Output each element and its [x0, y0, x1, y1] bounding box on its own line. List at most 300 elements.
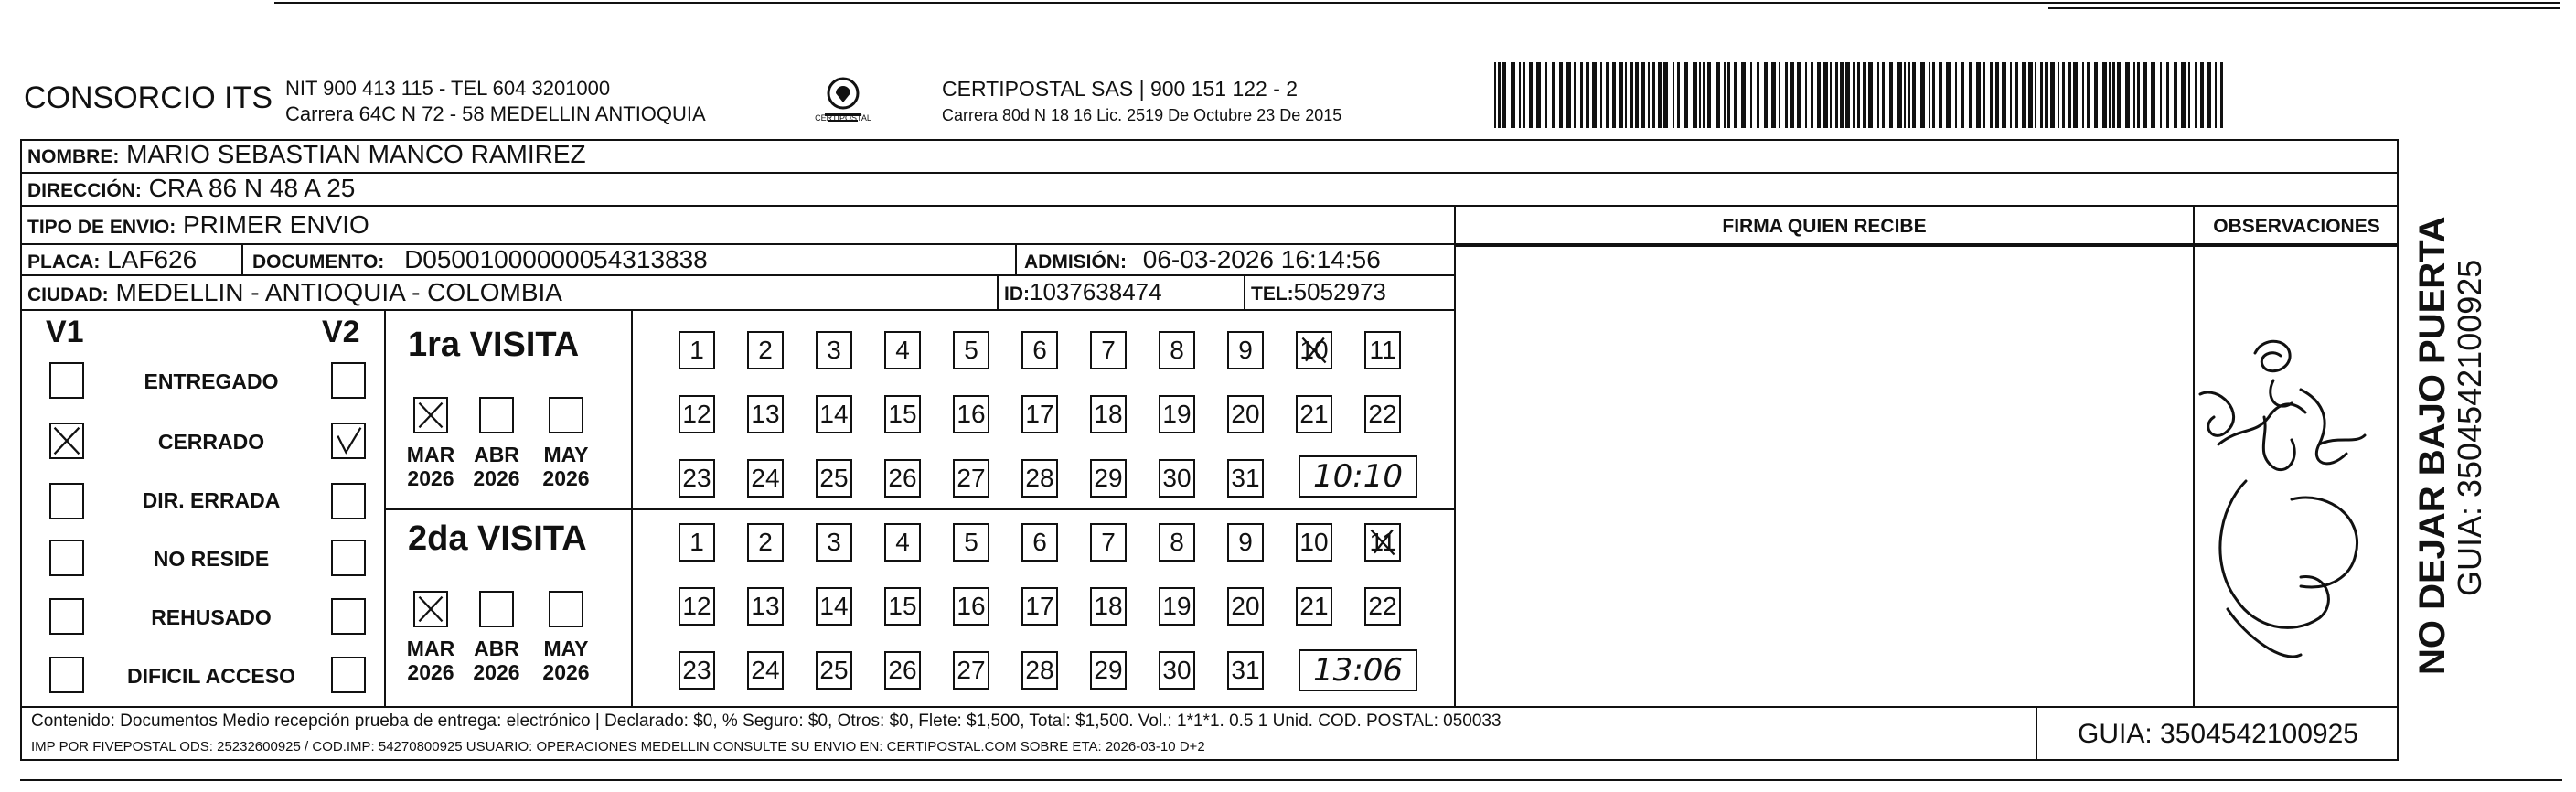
- barcode-bar: [1523, 62, 1525, 128]
- barcode: [1494, 62, 2226, 128]
- day-number: 7: [1101, 336, 1116, 364]
- day-number: 1: [689, 336, 704, 364]
- barcode-bar: [2015, 62, 2018, 128]
- visit1-day-box[interactable]: [679, 459, 715, 498]
- visit2-day-box[interactable]: [1021, 587, 1058, 626]
- day-number: 3: [827, 528, 841, 556]
- visit2-day-box[interactable]: [747, 587, 784, 626]
- month-year: 2026: [407, 466, 454, 490]
- visit2-day-box[interactable]: [1021, 523, 1058, 562]
- status-option-label: NO RESIDE: [153, 547, 270, 571]
- day-number: 12: [682, 592, 711, 620]
- visit1-day-box[interactable]: [1364, 395, 1401, 433]
- barcode-bar: [2068, 62, 2071, 128]
- v1-checkbox[interactable]: [49, 657, 84, 693]
- visit2-day-box[interactable]: [816, 523, 852, 562]
- barcode-bar: [1912, 62, 1916, 128]
- company-address: Carrera 64C N 72 - 58 MEDELLIN ANTIOQUIA: [285, 102, 706, 125]
- visit2-day-box[interactable]: [747, 523, 784, 562]
- barcode-bar: [2045, 62, 2048, 128]
- barcode-bar: [1703, 62, 1705, 128]
- month-year: 2026: [473, 660, 520, 684]
- barcode-bar: [1625, 62, 1627, 128]
- day-number: 30: [1162, 656, 1192, 684]
- barcode-bar: [2109, 62, 2111, 128]
- status-option-label: DIR. ERRADA: [142, 488, 281, 512]
- barcode-bar: [1580, 62, 1583, 128]
- day-number: 25: [819, 464, 849, 492]
- day-number: 5: [964, 336, 978, 364]
- tipo-envio-label: TIPO DE ENVIO:: [27, 217, 176, 238]
- barcode-bar: [1853, 62, 1855, 128]
- visit1-day-box[interactable]: [1159, 459, 1195, 498]
- barcode-bar: [2010, 62, 2012, 128]
- visit2-time-box[interactable]: [1299, 649, 1417, 691]
- day-number: 21: [1299, 400, 1329, 428]
- visit1-day-box[interactable]: [1364, 331, 1401, 369]
- barcode-bar: [1677, 62, 1680, 128]
- day-number: 5: [964, 528, 978, 556]
- day-number: 12: [682, 400, 711, 428]
- barcode-bar: [2028, 62, 2033, 128]
- visit2-day-box[interactable]: [1090, 523, 1127, 562]
- day-number: 30: [1162, 464, 1192, 492]
- visit1-day-box[interactable]: [884, 459, 921, 498]
- barcode-bar: [1559, 62, 1563, 128]
- barcode-bar: [2082, 62, 2084, 128]
- v2-checkbox[interactable]: [331, 423, 366, 459]
- barcode-bar: [1995, 62, 1999, 128]
- barcode-bar: [2200, 62, 2204, 128]
- visit1-month-label: [402, 443, 459, 490]
- month-year: 2026: [473, 466, 520, 490]
- barcode-bar: [1969, 62, 1972, 128]
- visit2-day-box[interactable]: [1227, 523, 1264, 562]
- visit1-time-box[interactable]: [1299, 455, 1417, 498]
- barcode-bar: [1734, 62, 1737, 128]
- v1-checkbox[interactable]: [49, 483, 84, 519]
- day-number: 16: [957, 400, 986, 428]
- day-number: 25: [819, 656, 849, 684]
- barcode-bar: [2112, 62, 2115, 128]
- row-divider: [20, 274, 1456, 276]
- barcode-bar: [1779, 62, 1780, 128]
- barcode-bar: [1716, 62, 1720, 128]
- day-number: 26: [888, 656, 917, 684]
- barcode-bar: [1939, 62, 1942, 128]
- v1-checkbox[interactable]: [49, 423, 84, 459]
- barcode-bar: [1961, 62, 1964, 128]
- barcode-bar: [2220, 62, 2223, 128]
- nombre-value: MARIO SEBASTIAN MANCO RAMIREZ: [126, 140, 586, 168]
- status-option-label: DIFICIL ACCESO: [126, 664, 295, 688]
- barcode-bar: [1897, 62, 1902, 128]
- day-number: 14: [819, 592, 849, 620]
- day-number: 19: [1162, 400, 1192, 428]
- barcode-bar: [1707, 62, 1711, 128]
- day-number: 15: [888, 592, 917, 620]
- visit1-day-box[interactable]: [679, 395, 715, 433]
- visit2-day-box[interactable]: [953, 651, 989, 690]
- col-divider: [1015, 245, 1017, 274]
- day-number: 14: [819, 400, 849, 428]
- v1-header: V1: [46, 315, 84, 349]
- recipient-signature: [2191, 316, 2383, 682]
- visit2-day-box[interactable]: [679, 651, 715, 690]
- visit2-day-box[interactable]: [884, 651, 921, 690]
- barcode-bar: [1658, 62, 1662, 128]
- month-year: 2026: [407, 660, 454, 684]
- barcode-bar: [1920, 62, 1925, 128]
- visit2-day-box[interactable]: [1159, 587, 1195, 626]
- status-option-label: CERRADO: [157, 430, 265, 454]
- barcode-bar: [1932, 62, 1935, 128]
- v2-checkbox[interactable]: [331, 598, 366, 635]
- barcode-bar: [1741, 62, 1746, 128]
- contenido-text: Contenido: Documentos Medio recepción prueba de entrega: electrónico | Declarado: $0, % Seguro: $0, Otros: $0, Flete: $1,500, Total: $1,500. Vol.: 1*1*1. 0.5 1 Unid. COD. POSTAL: 050033: [31, 712, 1502, 731]
- day-number: 15: [888, 400, 917, 428]
- company-name: CONSORCIO ITS: [24, 80, 273, 115]
- visit1-day-box[interactable]: [747, 395, 784, 433]
- day-number: 23: [682, 464, 711, 492]
- day-number: 11: [1369, 528, 1396, 556]
- visit2-day-box[interactable]: [1090, 587, 1127, 626]
- barcode-bar: [1790, 62, 1794, 128]
- barcode-bar: [1976, 62, 1981, 128]
- barcode-bar: [2050, 62, 2055, 128]
- barcode-bar: [1684, 62, 1688, 128]
- day-number: 26: [888, 464, 917, 492]
- row-divider: [20, 309, 1456, 311]
- v1-checkbox[interactable]: [49, 598, 84, 635]
- direccion-label: DIRECCIÓN:: [27, 180, 142, 201]
- v2-header: V2: [322, 315, 360, 349]
- day-number: 1: [689, 528, 704, 556]
- barcode-bar: [1983, 62, 1985, 128]
- visit2-day-box[interactable]: [884, 523, 921, 562]
- visit2-day-box[interactable]: [1090, 651, 1127, 690]
- barcode-bar: [1619, 62, 1623, 128]
- imp-text: IMP POR FIVEPOSTAL ODS: 25232600925 / COD.IMP: 54270800925 USUARIO: OPERACIONES MEDELLIN CONSULTE SU ENVIO EN: CERTIPOSTAL.COM SOBRE ETA: 2026-03-10 D+2: [31, 739, 1205, 755]
- ciudad-label: CIUDAD:: [27, 284, 109, 305]
- visit1-month-checkbox[interactable]: [479, 397, 514, 433]
- barcode-bar: [1529, 62, 1533, 128]
- placa-value: LAF626: [107, 245, 198, 273]
- visit1-month-checkbox[interactable]: [549, 397, 583, 433]
- visit2-month-checkbox[interactable]: [479, 591, 514, 627]
- day-number: 2: [758, 528, 773, 556]
- barcode-bar: [2035, 62, 2036, 128]
- barcode-bar: [1727, 62, 1730, 128]
- day-number: 19: [1162, 592, 1192, 620]
- day-number: 18: [1094, 400, 1123, 428]
- month-name: ABR: [474, 637, 519, 660]
- documento-value: D05001000000054313838: [404, 245, 708, 273]
- visit1-day-box[interactable]: [816, 395, 852, 433]
- visit2-day-box[interactable]: [953, 523, 989, 562]
- visit2-day-box[interactable]: [1364, 523, 1401, 562]
- admision-label: ADMISIÓN:: [1024, 252, 1127, 273]
- barcode-bar: [2040, 62, 2043, 128]
- barcode-bar: [1600, 62, 1602, 128]
- visit1-month-checkbox[interactable]: [413, 397, 448, 433]
- visit2-day-box[interactable]: [1159, 651, 1195, 690]
- day-number: 4: [895, 528, 910, 556]
- day-number: 27: [957, 464, 986, 492]
- day-number: 29: [1094, 656, 1123, 684]
- visit2-month-checkbox[interactable]: [413, 591, 448, 627]
- visit2-month-label: [538, 637, 594, 684]
- direccion-value: CRA 86 N 48 A 25: [148, 174, 356, 202]
- visit1-day-box[interactable]: [1227, 331, 1264, 369]
- visit1-day-box[interactable]: [1090, 331, 1127, 369]
- barcode-bar: [1552, 62, 1555, 128]
- barcode-bar: [1574, 62, 1576, 128]
- visit2-time: 13:06: [1313, 652, 1403, 689]
- barcode-bar: [2002, 62, 2006, 128]
- direccion-row: [27, 174, 355, 203]
- visit1-day-box[interactable]: [1021, 459, 1058, 498]
- barcode-bar: [1889, 62, 1893, 128]
- visit2-day-box[interactable]: [884, 587, 921, 626]
- visit1-day-box[interactable]: [816, 459, 852, 498]
- day-number: 4: [895, 336, 910, 364]
- barcode-bar: [1863, 62, 1866, 128]
- barcode-bar: [2058, 62, 2059, 128]
- day-number: 9: [1238, 336, 1253, 364]
- visit2-day-box[interactable]: [1364, 587, 1401, 626]
- tel-value: 5052973: [1293, 278, 1386, 305]
- barcode-bar: [1955, 62, 1957, 128]
- visit1-day-box[interactable]: [1090, 395, 1127, 433]
- barcode-bar: [1612, 62, 1616, 128]
- visit2-day-box[interactable]: [816, 587, 852, 626]
- barcode-bar: [1750, 62, 1752, 128]
- visit2-month-label: [402, 637, 459, 684]
- barcode-bar: [1536, 62, 1541, 128]
- day-number: 17: [1025, 400, 1054, 428]
- visit1-day-box[interactable]: [1296, 395, 1332, 433]
- v2-checkbox[interactable]: [331, 657, 366, 693]
- barcode-bar: [1652, 62, 1655, 128]
- visit2-day-box[interactable]: [1296, 523, 1332, 562]
- month-name: ABR: [474, 443, 519, 466]
- day-number: 10: [1299, 528, 1329, 556]
- visit1-day-box[interactable]: [1296, 331, 1332, 369]
- visit1-day-box[interactable]: [1227, 459, 1264, 498]
- day-number: 27: [957, 656, 986, 684]
- scan-edge-line: [20, 779, 2562, 781]
- visit1-day-box[interactable]: [1090, 459, 1127, 498]
- barcode-bar: [1498, 62, 1501, 128]
- month-name: MAR: [406, 443, 455, 466]
- visit1-day-box[interactable]: [1021, 331, 1058, 369]
- col-divider: [997, 276, 999, 309]
- visit1-day-box[interactable]: [747, 331, 784, 369]
- barcode-bar: [2117, 62, 2121, 128]
- day-number: 10: [1299, 336, 1329, 364]
- barcode-bar: [1908, 62, 1910, 128]
- visit2-month-checkbox[interactable]: [549, 591, 583, 627]
- barcode-bar: [1519, 62, 1521, 128]
- barcode-bar: [1502, 62, 1506, 128]
- barcode-bar: [2188, 62, 2190, 128]
- barcode-bar: [2022, 62, 2026, 128]
- barcode-bar: [1635, 62, 1639, 128]
- side-guia: GUIA: 3504542100925: [2451, 259, 2488, 596]
- visit1-day-box[interactable]: [816, 331, 852, 369]
- day-number: 23: [682, 656, 711, 684]
- placa-cell: [27, 245, 197, 274]
- barcode-bar: [1494, 62, 1496, 128]
- row-divider: [384, 508, 1454, 510]
- visit2-day-box[interactable]: [953, 587, 989, 626]
- day-number: 17: [1025, 592, 1054, 620]
- day-number: 31: [1231, 656, 1260, 684]
- visit1-day-box[interactable]: [747, 459, 784, 498]
- tel-label: TEL:: [1251, 284, 1294, 305]
- ciudad-value: MEDELLIN - ANTIOQUIA - COLOMBIA: [115, 278, 562, 306]
- barcode-bar: [1586, 62, 1589, 128]
- tipo-envio-row: [27, 210, 369, 240]
- barcode-bar: [1797, 62, 1801, 128]
- barcode-bar: [1877, 62, 1879, 128]
- day-number: 28: [1025, 464, 1054, 492]
- visit1-day-box[interactable]: [953, 331, 989, 369]
- month-year: 2026: [542, 466, 590, 490]
- barcode-bar: [1830, 62, 1832, 128]
- barcode-bar: [2137, 62, 2140, 128]
- company-nit: NIT 900 413 115 - TEL 604 3201000: [285, 77, 611, 100]
- day-number: 11: [1369, 336, 1396, 364]
- row-divider: [20, 205, 2399, 207]
- visit1-day-box[interactable]: [1021, 395, 1058, 433]
- visit2-day-box[interactable]: [1227, 587, 1264, 626]
- day-number: 2: [758, 336, 773, 364]
- barcode-bar: [1764, 62, 1768, 128]
- visit2-day-box[interactable]: [1159, 523, 1195, 562]
- carrier-address: Carrera 80d N 18 16 Lic. 2519 De Octubre 23 De 2015: [942, 106, 1342, 124]
- observaciones-header: OBSERVACIONES: [2213, 216, 2380, 237]
- barcode-bar: [1840, 62, 1844, 128]
- barcode-bar: [1946, 62, 1951, 128]
- status-option-label: ENTREGADO: [144, 369, 279, 393]
- day-number: 9: [1238, 528, 1253, 556]
- visit1-day-box[interactable]: [1227, 395, 1264, 433]
- barcode-bar: [2215, 62, 2217, 128]
- admision-value: 06-03-2026 16:14:56: [1142, 245, 1381, 273]
- barcode-bar: [1757, 62, 1759, 128]
- day-mark: [1298, 333, 1331, 368]
- row-divider: [1456, 245, 2399, 247]
- day-number: 3: [827, 336, 841, 364]
- tel-cell: [1251, 278, 1386, 306]
- visit2-day-box[interactable]: [1021, 651, 1058, 690]
- visit1-title: 1ra VISITA: [408, 326, 580, 364]
- day-number: 24: [751, 464, 780, 492]
- day-number: 24: [751, 656, 780, 684]
- barcode-bar: [2062, 62, 2065, 128]
- day-number: 6: [1032, 336, 1047, 364]
- visit2-day-box[interactable]: [679, 523, 715, 562]
- barcode-bar: [1511, 62, 1515, 128]
- day-number: 18: [1094, 592, 1123, 620]
- barcode-bar: [2102, 62, 2107, 128]
- firma-header: FIRMA QUIEN RECIBE: [1722, 216, 1927, 237]
- barcode-bar: [1845, 62, 1850, 128]
- visit2-day-box[interactable]: [747, 651, 784, 690]
- barcode-bar: [1606, 62, 1609, 128]
- visit1-day-box[interactable]: [1159, 395, 1195, 433]
- v2-checkbox[interactable]: [331, 540, 366, 576]
- barcode-bar: [1805, 62, 1807, 128]
- visit2-day-box[interactable]: [816, 651, 852, 690]
- nombre-row: [27, 140, 586, 169]
- month-year: 2026: [542, 660, 590, 684]
- day-number: 8: [1170, 528, 1184, 556]
- visit2-day-box[interactable]: [1227, 651, 1264, 690]
- day-number: 7: [1101, 528, 1116, 556]
- barcode-bar: [1882, 62, 1885, 128]
- barcode-bar: [2207, 62, 2211, 128]
- col-divider: [241, 245, 243, 274]
- barcode-bar: [1641, 62, 1645, 128]
- day-number: 21: [1299, 592, 1329, 620]
- barcode-bar: [2160, 62, 2162, 128]
- barcode-bar: [2094, 62, 2098, 128]
- visit2-day-box[interactable]: [679, 587, 715, 626]
- visit1-day-box[interactable]: [953, 459, 989, 498]
- visit1-month-label: [468, 443, 525, 490]
- barcode-bar: [1868, 62, 1873, 128]
- barcode-bar: [1724, 62, 1726, 128]
- row-divider: [20, 172, 2399, 174]
- day-number: 20: [1231, 400, 1260, 428]
- visit2-title: 2da VISITA: [408, 519, 587, 558]
- ciudad-cell: [27, 278, 562, 307]
- visit1-day-box[interactable]: [1159, 331, 1195, 369]
- barcode-bar: [2151, 62, 2155, 128]
- visit1-day-box[interactable]: [953, 395, 989, 433]
- visit1-time: 10:10: [1313, 458, 1403, 495]
- v1-checkbox[interactable]: [49, 540, 84, 576]
- visit1-day-box[interactable]: [884, 331, 921, 369]
- day-number: 8: [1170, 336, 1184, 364]
- day-number: 13: [751, 592, 780, 620]
- barcode-bar: [1648, 62, 1650, 128]
- barcode-bar: [2073, 62, 2078, 128]
- barcode-bar: [2133, 62, 2135, 128]
- carrier-nit: CERTIPOSTAL SAS | 900 151 122 - 2: [942, 77, 1299, 101]
- v2-checkbox[interactable]: [331, 483, 366, 519]
- visit1-day-box[interactable]: [679, 331, 715, 369]
- visit1-day-box[interactable]: [884, 395, 921, 433]
- day-number: 28: [1025, 656, 1054, 684]
- day-mark: [1366, 525, 1399, 560]
- v1-checkbox[interactable]: [49, 362, 84, 399]
- visit2-day-box[interactable]: [1296, 587, 1332, 626]
- day-number: 22: [1368, 592, 1397, 620]
- barcode-bar: [1857, 62, 1860, 128]
- barcode-bar: [2174, 62, 2177, 128]
- v2-checkbox[interactable]: [331, 362, 366, 399]
- barcode-bar: [1673, 62, 1674, 128]
- side-warning: NO DEJAR BAJO PUERTA: [2412, 216, 2453, 675]
- barcode-bar: [2181, 62, 2186, 128]
- id-cell: [1004, 278, 1162, 306]
- logo-caption: CERTIPOSTAL: [815, 113, 871, 123]
- placa-label: PLACA:: [27, 252, 101, 273]
